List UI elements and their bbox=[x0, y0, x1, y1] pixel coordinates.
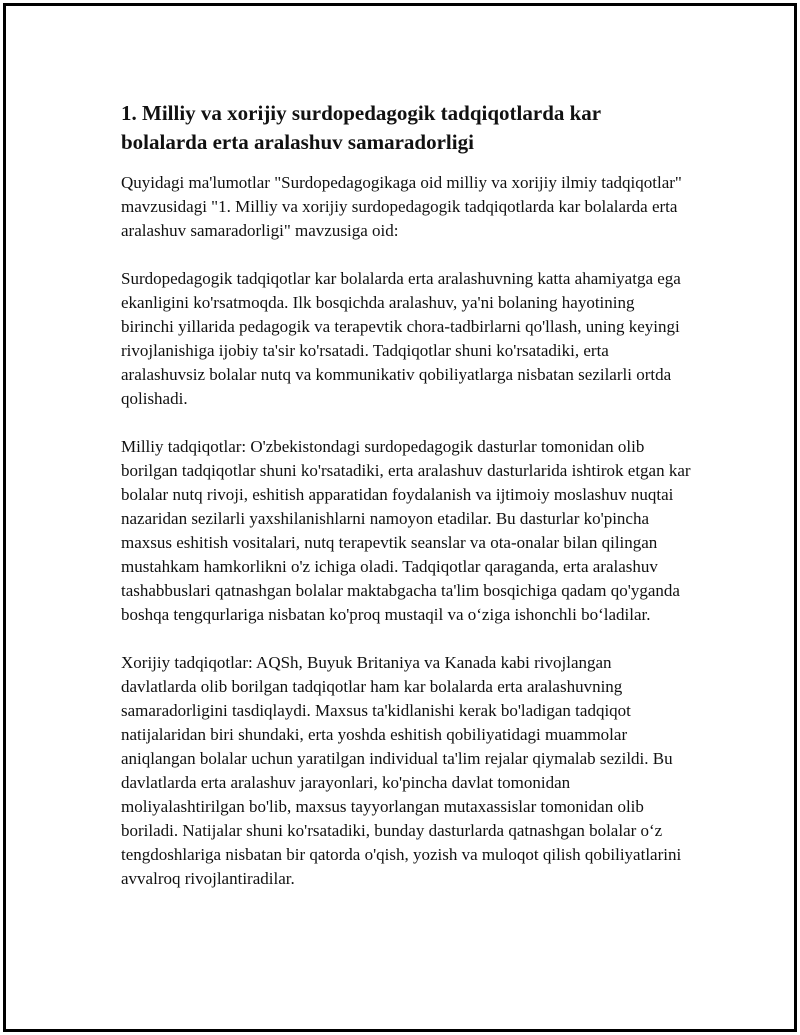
intro-paragraph: Quyidagi ma'lumotlar "Surdopedagogikaga oid milliy va xorijiy ilmiy tadqiqotlar" mavzusidagi "1. Milliy va xorijiy surdopedagogik tadqiqotlarda kar bolalarda erta aralashuv samaradorligi" mavzusiga oid: bbox=[121, 173, 682, 240]
document-heading: 1. Milliy va xorijiy surdopedagogik tadqiqotlarda kar bolalarda erta aralashuv samaradorligi bbox=[121, 101, 601, 154]
document-body bbox=[121, 99, 691, 915]
page-frame bbox=[3, 3, 797, 1032]
overview-paragraph: Surdopedagogik tadqiqotlar kar bolalarda erta aralashuvning katta ahamiyatga ega ekanligini ko'rsatmoqda. Ilk bosqichda aralashuv, ya'ni bolaning hayotining birinchi yillarida pedagogik va terapevtik chora-tadbirlarni qo'llash, uning keyingi rivojlanishiga ijobiy ta'sir ko'rsatadi. Tadqiqotlar shuni ko'rsatadiki, erta aralashuvsiz bolalar nutq va kommunikativ qobiliyatlarga nisbatan sezilarli ortda qolishadi. bbox=[121, 269, 681, 408]
foreign-research-paragraph: Xorijiy tadqiqotlar: AQSh, Buyuk Britaniya va Kanada kabi rivojlangan davlatlarda olib borilgan tadqiqotlar ham kar bolalarda erta aralashuvning samaradorligini tasdiqlaydi. Maxsus ta'kidlanishi kerak bo'ladigan tadqiqot natijalaridan biri shundaki, erta yoshda eshitish qobiliyatidagi muammolar aniqlangan bolalar uchun yaratilgan individual ta'lim rejalar qiymalab sezildi. Bu davlatlarda erta aralashuv jarayonlari, ko'pincha davlat tomonidan moliyalashtirilgan bo'lib, maxsus tayyorlangan mutaxassislar tomonidan olib boriladi. Natijalar shuni ko'rsatadiki, bunday dasturlarda qatnashgan bolalar o‘z tengdoshlariga nisbatan bir qatorda o'qish, yozish va muloqot qilish qobiliyatlarini avvalroq rivojlantiradilar. bbox=[121, 653, 682, 888]
national-research-paragraph: Milliy tadqiqotlar: O'zbekistondagi surdopedagogik dasturlar tomonidan olib borilgan tadqiqotlar shuni ko'rsatadiki, erta aralashuv dasturlarida ishtirok etgan kar bolalar nutq rivoji, eshitish apparatidan foydalanish va ijtimoiy moslashuv nuqtai nazaridan sezilarli yaxshilanishlarni namoyon etadilar. Bu dasturlar ko'pincha maxsus eshitish vositalari, nutq terapevtik seanslar va ota-onalar bilan qilingan mustahkam hamkorlikni o'z ichiga oladi. Tadqiqotlar qaraganda, erta aralashuv tashabbuslari qatnashgan bolalar maktabgacha ta'lim bosqichiga qadam qo'yganda boshqa tengqurlariga nisbatan ko'proq mustaqil va o‘ziga ishonchli bo‘ladilar. bbox=[121, 437, 691, 624]
